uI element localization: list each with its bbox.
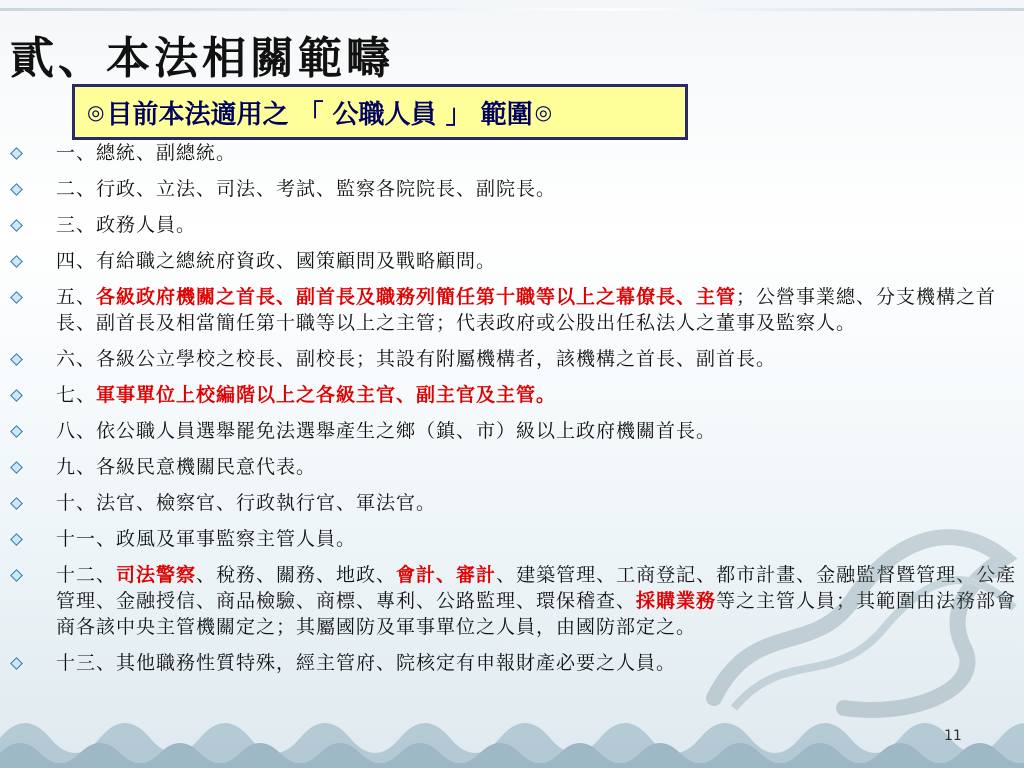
diamond-bullet-icon xyxy=(10,255,23,268)
item-text: 四、有給職之總統府資政、國策顧問及戰略顧問。 xyxy=(56,250,497,272)
diamond-bullet-icon xyxy=(10,569,23,582)
item-text: 等之主管人員；其範圍由法務部會商各該中央主管機關定之；其屬國防及軍事單位之人員，由國防部定之。 xyxy=(56,590,1017,638)
item-text: 二、行政、立法、司法、考試、監察各院院長、副院長。 xyxy=(56,178,557,200)
item-text: 七、 xyxy=(56,384,97,406)
item-text: 五、 xyxy=(56,286,97,308)
item-text: ；公營事業總、分支機構之首長、副首長及相當簡任第十職等以上之主管；代表政府或公股出任私法人之董事及監察人。 xyxy=(56,286,997,334)
list-item xyxy=(12,418,1017,444)
banner-text: 目前本法適用之 「 公職人員 」 範圍 xyxy=(106,99,533,130)
item-text: 三、政務人員。 xyxy=(56,214,197,236)
diamond-bullet-icon xyxy=(10,183,23,196)
highlighted-text: 會計、審計 xyxy=(396,564,497,586)
highlighted-text: 軍事單位上校編階以上之各級主官、副主官及主管。 xyxy=(96,384,557,406)
list-item xyxy=(12,454,1017,480)
diamond-bullet-icon xyxy=(10,389,23,402)
slide-title: 貳、本法相關範疇 xyxy=(10,33,394,84)
item-text: 六、各級公立學校之校長、副校長；其設有附屬機構者，該機構之首長、副首長。 xyxy=(56,348,777,370)
list-item xyxy=(12,176,1017,202)
list-item xyxy=(12,212,1017,238)
diamond-bullet-icon xyxy=(10,219,23,232)
top-decorative-line xyxy=(0,8,1024,11)
item-text: 十二、 xyxy=(56,564,117,586)
item-text: 八、依公職人員選舉罷免法選舉產生之鄉（鎮、市）級以上政府機關首長。 xyxy=(56,420,717,442)
scope-banner xyxy=(72,84,688,140)
circle-mark-icon: ◎ xyxy=(87,100,105,124)
diamond-bullet-icon xyxy=(10,291,23,304)
diamond-bullet-icon xyxy=(10,533,23,546)
item-text: 、建築管理、工商登記、都市計畫、金融監督暨管理、公產管理、金融授信、商品檢驗、商標、專利、公路監理、環保稽查、 xyxy=(56,564,1017,612)
diamond-bullet-icon xyxy=(10,657,23,670)
diamond-bullet-icon xyxy=(10,353,23,366)
diamond-bullet-icon xyxy=(10,425,23,438)
list-item xyxy=(12,382,1017,408)
diamond-bullet-icon xyxy=(10,461,23,474)
highlighted-text: 司法警察 xyxy=(116,564,197,586)
item-text: 九、各級民意機關民意代表。 xyxy=(56,456,317,478)
item-text: 一、總統、副總統。 xyxy=(56,142,237,164)
item-text: 十、法官、檢察官、行政執行官、軍法官。 xyxy=(56,492,437,514)
page-number: 11 xyxy=(944,728,962,744)
highlighted-text: 各級政府機關之首長、副首長及職務列簡任第十職等以上之幕僚長、主管 xyxy=(96,286,737,308)
wave-decoration xyxy=(0,698,1024,768)
dragon-watermark-icon xyxy=(694,498,1024,728)
list-item xyxy=(12,284,1017,336)
item-text: 十一、政風及軍事監察主管人員。 xyxy=(56,528,357,550)
list-item xyxy=(12,346,1017,372)
diamond-bullet-icon xyxy=(10,147,23,160)
item-text: 十三、其他職務性質特殊，經主管府、院核定有申報財產必要之人員。 xyxy=(56,652,677,674)
list-item xyxy=(12,140,1017,166)
diamond-bullet-icon xyxy=(10,497,23,510)
highlighted-text: 採購業務 xyxy=(636,590,717,612)
list-item xyxy=(12,248,1017,274)
item-text: 、稅務、關務、地政、 xyxy=(196,564,397,586)
circle-mark-icon: ◎ xyxy=(534,100,553,124)
